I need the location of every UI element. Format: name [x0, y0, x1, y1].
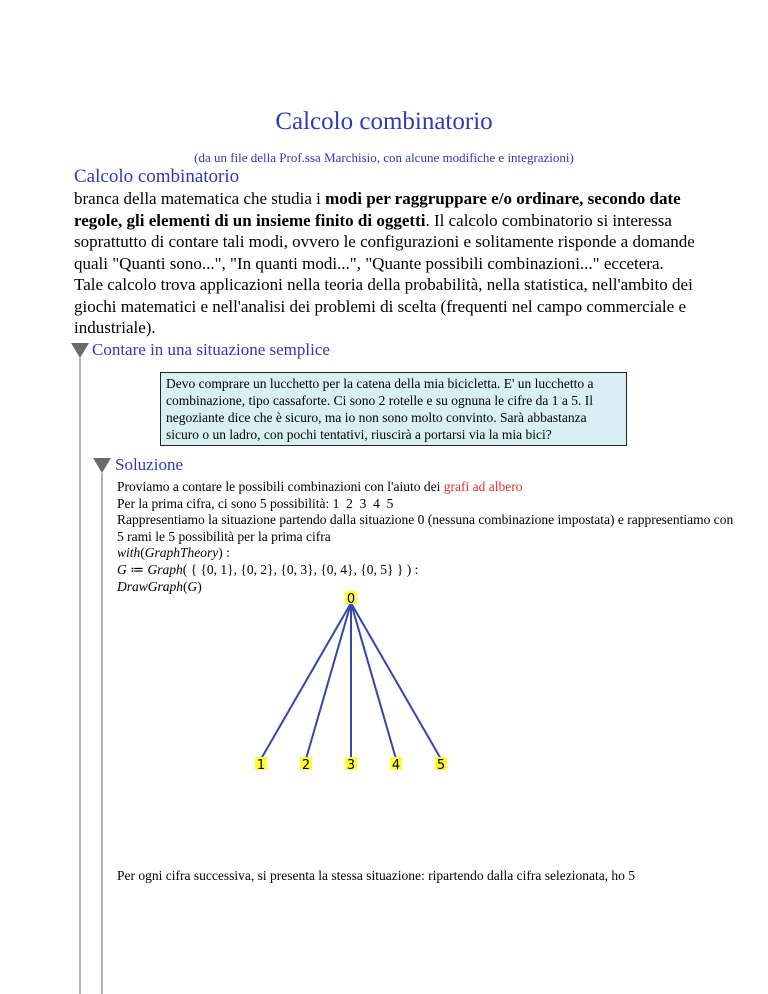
link-grafi-ad-albero[interactable]: grafi ad albero	[443, 479, 523, 494]
solution-line3: Rappresentiamo la situazione partendo dalla situazione 0 (nessuna combinazione impostata) e rappresentiamo con 5 rami le 5 possibilità per la prima cifra	[117, 512, 734, 544]
graph-node-label: 0	[346, 592, 356, 607]
graph-node-4	[390, 757, 402, 770]
cmd-drawgraph-arg: G	[187, 578, 198, 594]
cmd-graph-fn: Graph	[147, 561, 183, 577]
graph-edge-0-4	[351, 603, 396, 759]
intro-text-bold: modi per raggruppare e/o ordinare, secondo date regole, gli elementi di un insieme finito di oggetti	[74, 189, 681, 230]
section-bracket-line	[79, 358, 81, 994]
graph-node-label: 4	[391, 758, 401, 770]
page-subtitle: (da un file della Prof.ssa Marchisio, con alcune modifiche e integrazioni)	[194, 150, 574, 165]
graph-node-1	[255, 757, 267, 770]
cmd-graph-assign: ≔	[126, 561, 148, 577]
solution-line1-text: Proviamo a contare le possibili combinazioni con l'aiuto dei	[117, 479, 444, 494]
graph-node-2	[300, 757, 312, 770]
graph-node-label: 1	[256, 758, 266, 770]
intro-text	[74, 188, 714, 339]
solution-line2: Per la prima cifra, ci sono 5 possibilità: 1 2 3 4 5	[117, 495, 394, 511]
graph-node-label: 3	[346, 758, 356, 770]
cmd-graph-lhs: G	[117, 561, 127, 577]
cmd-drawgraph-fn: DrawGraph	[117, 578, 184, 594]
cmd-with-arg: GraphTheory	[144, 545, 219, 561]
tree-graph	[240, 588, 470, 770]
graph-node-0	[345, 591, 357, 607]
intro-text-part2: . Il calcolo combinatorio si interessa soprattutto di contare tali modi, ovvero le configurazioni e solitamente risponde a domande quali "Quanti sono...", "In quanti modi...", "Quante possibili combinazioni..." eccetera.	[74, 210, 695, 273]
problem-box: Devo comprare un lucchetto per la catena della mia bicicletta. E' un lucchetto a combinazione, tipo cassaforte. Ci sono 2 rotelle e su ognuna le cifre da 1 a 5. Il negoziante dice che è sicuro, ma io non sono molto convinto. Sarà abbastanza sicuro o un ladro, con pochi tentativi, riuscirà a portarsi via la mia bici?	[160, 372, 627, 446]
graph-node-3	[345, 757, 357, 770]
subsection-collapse-toggle[interactable]	[93, 458, 111, 473]
graph-edges	[261, 603, 441, 759]
graph-edge-0-5	[351, 603, 441, 759]
section-collapse-toggle[interactable]	[71, 343, 89, 358]
maple-command-with[interactable]: with(GraphTheory) :	[117, 545, 230, 561]
solution-line1	[117, 479, 737, 496]
page-title: Calcolo combinatorio	[275, 108, 493, 135]
graph-node-5	[435, 757, 447, 770]
cmd-graph-args: { {0, 1}, {0, 2}, {0, 3}, {0, 4}, {0, 5} }	[190, 561, 404, 577]
graph-node-label: 5	[436, 758, 446, 770]
cmd-with-fn: with	[117, 545, 141, 561]
intro-heading: Calcolo combinatorio	[74, 166, 240, 187]
graph-edge-0-1	[261, 603, 351, 759]
cmd-graph-end: :	[411, 561, 419, 577]
subsection-bracket-line	[101, 473, 103, 994]
cmd-with-end: :	[222, 545, 230, 561]
intro-text-paragraph2: Tale calcolo trova applicazioni nella teoria della probabilità, nella statistica, nell'ambito dei giochi matematici e nell'analisi dei problemi di scelta (frequenti nel campo commerciale e industriale).	[74, 275, 693, 337]
section-heading: Contare in una situazione semplice	[92, 340, 330, 359]
graph-edge-0-2	[306, 603, 351, 759]
solution-text	[117, 479, 737, 595]
subsection-heading: Soluzione	[115, 455, 183, 474]
maple-command-drawgraph[interactable]: DrawGraph(G)	[117, 578, 202, 594]
footer-text: Per ogni cifra successiva, si presenta la stessa situazione: ripartendo dalla cifra selezionata, ho 5	[117, 868, 636, 883]
maple-command-graph[interactable]: G ≔ Graph( { {0, 1}, {0, 2}, {0, 3}, {0, 4}, {0, 5} } ) :	[117, 561, 419, 577]
intro-text-part1: branca della matematica che studia i	[74, 189, 326, 208]
graph-node-label: 2	[301, 758, 311, 770]
